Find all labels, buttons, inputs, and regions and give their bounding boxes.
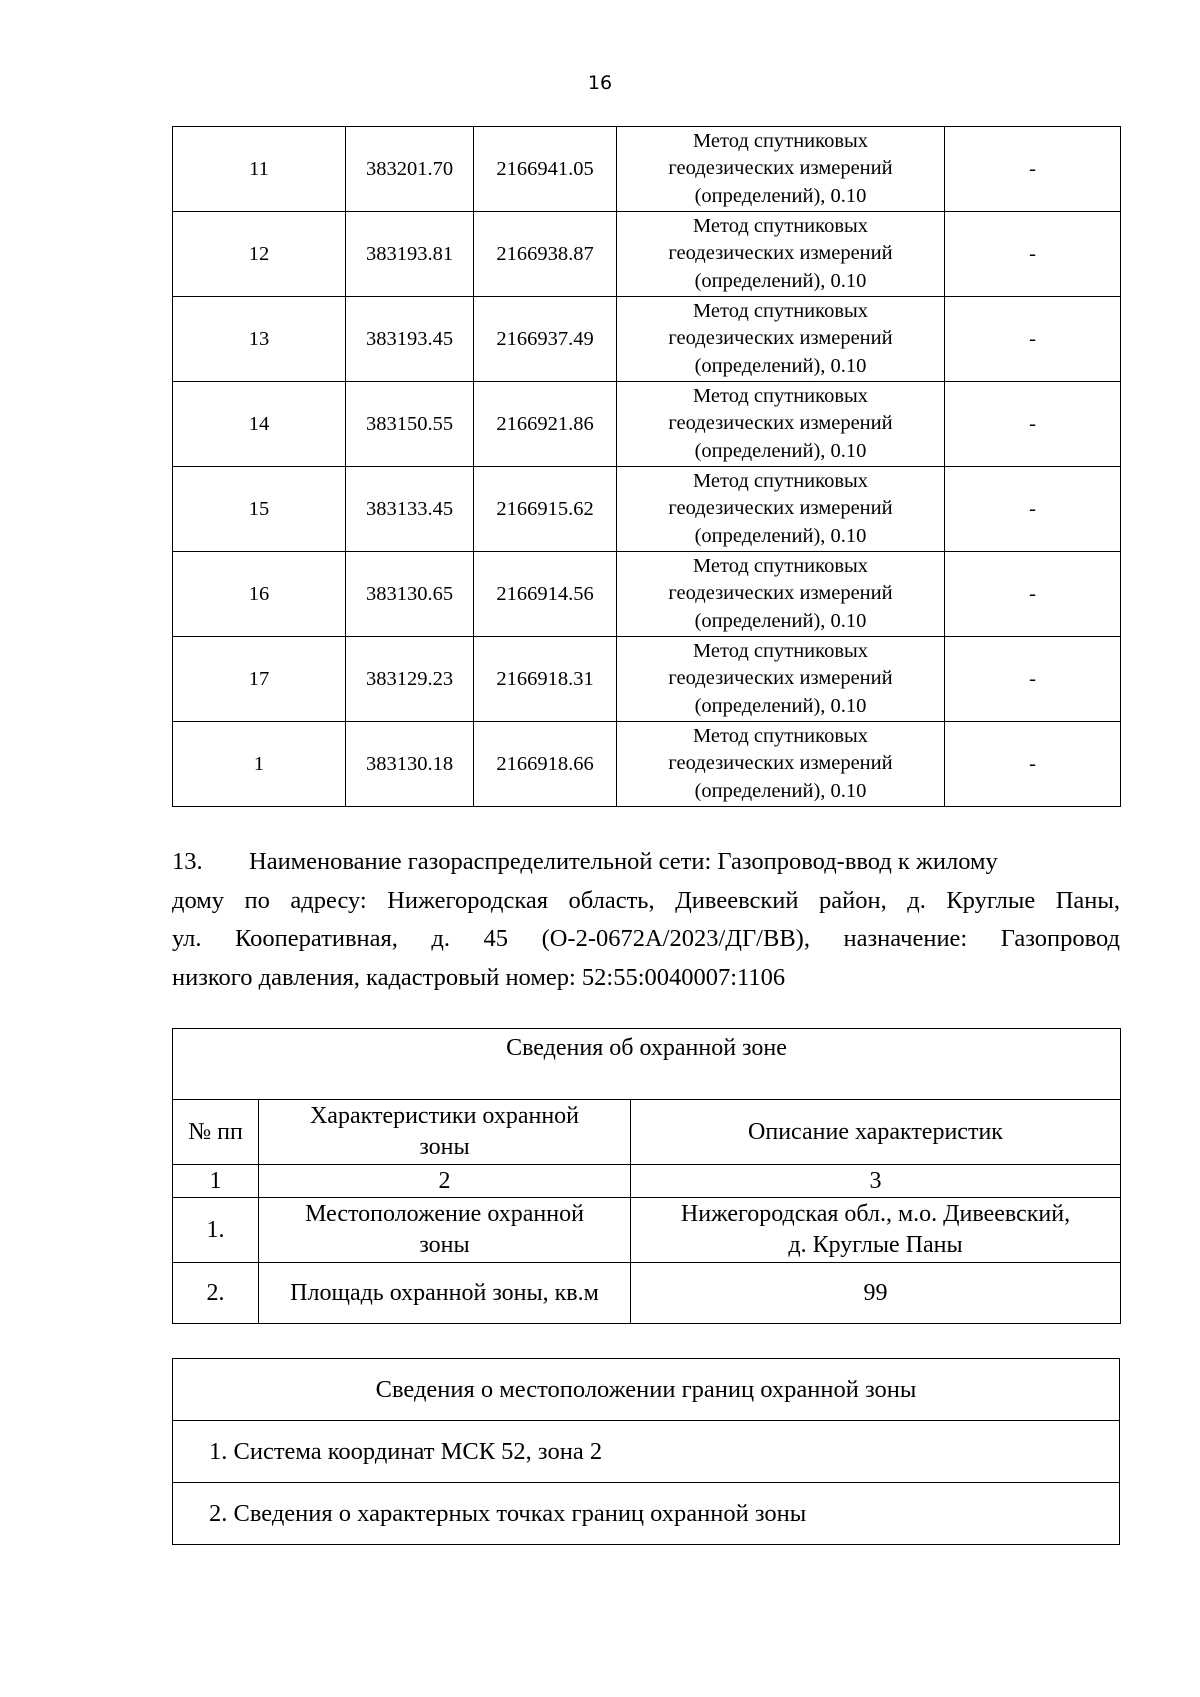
point-number-cell: 12 <box>173 212 346 297</box>
points-table <box>172 126 1121 807</box>
extra-cell: - <box>945 297 1121 382</box>
paragraph-line-3: ул. Кооперативная, д. 45 (О-2-0672А/2023/ДГ/ВВ), назначение: Газопровод <box>172 925 1120 952</box>
coord-x-cell: 383129.23 <box>346 637 474 722</box>
table-row <box>173 1198 1121 1263</box>
point-number-cell: 16 <box>173 552 346 637</box>
coord-x-cell: 383201.70 <box>346 127 474 212</box>
zone-col-header-description: Описание характеристик <box>631 1100 1121 1165</box>
paragraph-line-1: 13. Наименование газораспределительной сети: Газопровод-ввод к жилому <box>172 843 1120 882</box>
table-row <box>173 467 1121 552</box>
coord-x-cell: 383193.81 <box>346 212 474 297</box>
table-row <box>173 722 1121 807</box>
extra-cell: - <box>945 722 1121 807</box>
extra-cell: - <box>945 552 1121 637</box>
zone-col-number-2: 2 <box>259 1165 631 1198</box>
point-number-cell: 17 <box>173 637 346 722</box>
coord-x-cell: 383130.18 <box>346 722 474 807</box>
bounds-table-title: Сведения о местоположении границ охранной зоны <box>173 1359 1120 1421</box>
point-number-cell: 1 <box>173 722 346 807</box>
method-cell: Метод спутниковых геодезических измерений (определений), 0.10 <box>617 382 945 467</box>
point-number-cell: 11 <box>173 127 346 212</box>
coord-y-cell: 2166941.05 <box>474 127 617 212</box>
extra-cell: - <box>945 212 1121 297</box>
table-row <box>173 382 1121 467</box>
table-row <box>173 297 1121 382</box>
table-row <box>173 1263 1121 1324</box>
zone-row-number: 1. <box>173 1198 259 1263</box>
zone-col-header-number: № пп <box>173 1100 259 1165</box>
zone-table-title: Сведения об охранной зоне <box>173 1029 1121 1100</box>
paragraph-line-4: низкого давления, кадастровый номер: 52:55:0040007:1106 <box>172 963 786 991</box>
paragraph-line-2: дому по адресу: Нижегородская область, Дивеевский район, д. Круглые Паны, <box>172 886 1120 914</box>
coord-x-cell: 383150.55 <box>346 382 474 467</box>
extra-cell: - <box>945 637 1121 722</box>
method-cell: Метод спутниковых геодезических измерений (определений), 0.10 <box>617 637 945 722</box>
extra-cell: - <box>945 382 1121 467</box>
zone-row-description: Нижегородская обл., м.о. Дивеевский, д. Круглые Паны <box>631 1198 1121 1263</box>
coord-y-cell: 2166914.56 <box>474 552 617 637</box>
protection-zone-table <box>172 1028 1121 1324</box>
zone-row-number: 2. <box>173 1263 259 1324</box>
coord-x-cell: 383193.45 <box>346 297 474 382</box>
coord-y-cell: 2166918.31 <box>474 637 617 722</box>
zone-col-header-characteristics: Характеристики охранной зоны <box>259 1100 631 1165</box>
zone-row-characteristic: Площадь охранной зоны, кв.м <box>259 1263 631 1324</box>
zone-row-description: 99 <box>631 1263 1121 1324</box>
zone-row-characteristic: Местоположение охранной зоны <box>259 1198 631 1263</box>
method-cell: Метод спутниковых геодезических измерений (определений), 0.10 <box>617 467 945 552</box>
method-cell: Метод спутниковых геодезических измерений (определений), 0.10 <box>617 212 945 297</box>
method-cell: Метод спутниковых геодезических измерений (определений), 0.10 <box>617 552 945 637</box>
bounds-item-coordinate-system: 1. Система координат МСК 52, зона 2 <box>173 1421 1120 1483</box>
zone-col-number-1: 1 <box>173 1165 259 1198</box>
coord-y-cell: 2166921.86 <box>474 382 617 467</box>
page-number: 16 <box>587 72 613 94</box>
table-row <box>173 552 1121 637</box>
method-cell: Метод спутниковых геодезических измерений (определений), 0.10 <box>617 127 945 212</box>
table-row <box>173 637 1121 722</box>
extra-cell: - <box>945 467 1121 552</box>
coord-y-cell: 2166937.49 <box>474 297 617 382</box>
table-row <box>173 127 1121 212</box>
paragraph-number: 13. <box>172 848 203 875</box>
bounds-item-characteristic-points: 2. Сведения о характерных точках границ охранной зоны <box>173 1483 1120 1545</box>
point-number-cell: 13 <box>173 297 346 382</box>
coord-y-cell: 2166938.87 <box>474 212 617 297</box>
method-cell: Метод спутниковых геодезических измерений (определений), 0.10 <box>617 297 945 382</box>
coord-y-cell: 2166918.66 <box>474 722 617 807</box>
coord-x-cell: 383133.45 <box>346 467 474 552</box>
zone-boundaries-table <box>172 1358 1120 1545</box>
table-row <box>173 212 1121 297</box>
extra-cell: - <box>945 127 1121 212</box>
coord-y-cell: 2166915.62 <box>474 467 617 552</box>
zone-col-number-3: 3 <box>631 1165 1121 1198</box>
point-number-cell: 14 <box>173 382 346 467</box>
coord-x-cell: 383130.65 <box>346 552 474 637</box>
network-description-paragraph <box>172 843 1120 997</box>
method-cell: Метод спутниковых геодезических измерений (определений), 0.10 <box>617 722 945 807</box>
point-number-cell: 15 <box>173 467 346 552</box>
